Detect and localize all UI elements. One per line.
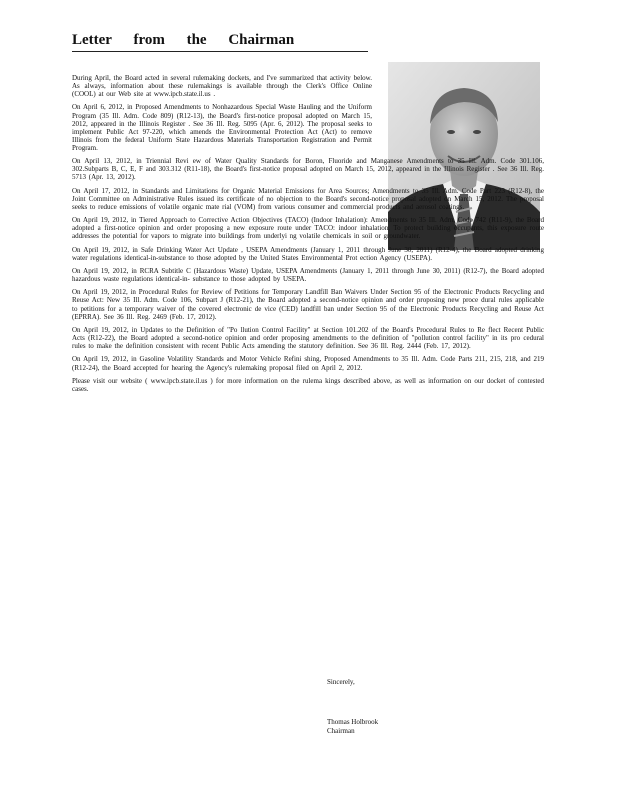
signer-name: Thomas Holbrook <box>327 718 379 726</box>
paragraph-r12-24: On April 19, 2012, in Gasoline Volatility Standards and Motor Vehicle Refini shing, Proposed Amendments to 35 Ill. Adm. Code Parts 211, 215, 218, and 219 (R12-24), the Board accepted for hearing the Agency's rulemaking proposal filed on April 2, 2012. <box>72 355 544 372</box>
paragraph-r11-9: On April 19, 2012, in Tiered Approach to Corrective Action Objectives (TACO) (Indoor Inhalation): Amendments to 35 Ill. Adm. Code 742 (R11-9), the Board adopted a first-notice opinion and order proposing a new exposure route under TACO: indoor inhalation. To protect building occupants, this exposure route addresses the potential for vapors to migrate into buildings from underlyi ng volatile chemicals in soil or groundwater. <box>72 216 544 241</box>
paragraph-r12-22: On April 19, 2012, in Updates to the Definition of "Po llution Control Facility" at Section 101.202 of the Board's Procedural Rules to Re flect Recent Public Acts (R12-22), the Board adopted a second-notice opinion and order proposing amendments to the definition of "pollution control facility" in its pro cedural rules to make the definition consistent with recent Public Acts amending the statutory definition. See 36 Ill. Reg. 2444 (Feb. 17, 2012). <box>72 325 544 351</box>
letter-body <box>72 74 544 398</box>
page-title: Letter from the Chairman <box>72 32 368 52</box>
closing-salutation: Sincerely, <box>327 678 355 686</box>
paragraph-r12-21: On April 19, 2012, in Procedural Rules for Review of Petitions for Temporary Landfill Ban Waivers Under Section 95 of the Electronic Products Recycling and Reuse Act: New 35 Ill. Adm. Code 106, Subpart J (R12-21), the Board adopted a second-notice opinion and order proposing new proce dural rules applicable to petitions for a temporary waiver of the covered electronic de vice (CED) landfill ban under Section 95 of the Electronic Products Recycling and Reuse Act (EPRRA). See 36 Ill. Reg. 2469 (Feb. 17, 2012). <box>72 288 544 321</box>
paragraph-r11-18: On April 13, 2012, in Triennial Revi ew of Water Quality Standards for Boron, Fluoride and Manganese Amendments to 35 Ill. Adm. Code 301.106, 302.Subparts B, C, E, F and 303.312 (R11-18), the Board's first-notice proposal adopted on March 15, 2012, appeared in the Illinois Register . See 36 Ill. Reg. 5713 (Apr. 13, 2012). <box>72 157 544 182</box>
paragraph-intro: During April, the Board acted in several rulemaking dockets, and I've summarized that activity below. As always, information about these rulemakings is available through the Clerk's Office Online (COOL) at our Web site at www.ipcb.state.il.us . <box>72 74 372 99</box>
paragraph-r12-7: On April 19, 2012, in RCRA Subtitle C (Hazardous Waste) Update, USEPA Amendments (January 1, 2011 through June 30, 2011) (R12-7), the Board adopted hazardous waste regulations identical-in- substance to those adopted by USEPA. <box>72 267 544 284</box>
paragraph-r12-13: On April 6, 2012, in Proposed Amendments to Nonhazardous Special Waste Hauling and the Uniform Program (35 Ill. Adm. Code 809) (R12-13), the Board's first-notice proposal adopted on March 15, 2012, appeared in the Illinois Register . See 36 Ill. Reg. 5095 (Apr. 6, 2012). The proposal seeks to implement Public Act 97-220, which amends the Environmental Protection Act (Act) to remove Illinois from the federal Uniform State Hazardous Materials Transportation Registration and Permit Program. <box>72 103 372 152</box>
signer-title: Chairman <box>327 727 355 735</box>
paragraph-website: Please visit our website ( www.ipcb.state.il.us ) for more information on the rulema kings described above, as well as information on our docket of contested cases. <box>72 376 544 393</box>
paragraph-r12-4: On April 19, 2012, in Safe Drinking Water Act Update , USEPA Amendments (January 1, 2011 through June 30, 2011) (R12-4), the Board adopted drinking water regulations identical-in-substance to those adopted by the United States Environmental Prot ection Agency (USEPA). <box>72 245 544 262</box>
paragraph-r12-8: On April 17, 2012, in Standards and Limitations for Organic Material Emissions for Area Sources; Amendments to 35 Ill. Adm. Code Part 223 (R12-8), the Joint Committee on Administrative Rules issued its certificate of no objection to the Board's second-notice proposal adopted on March 15, 2012. The proposal seeks to reduce emissions of volatile organic mate rial (VOM) from various consumer and commercial products and aerosol coatings. <box>72 186 544 211</box>
